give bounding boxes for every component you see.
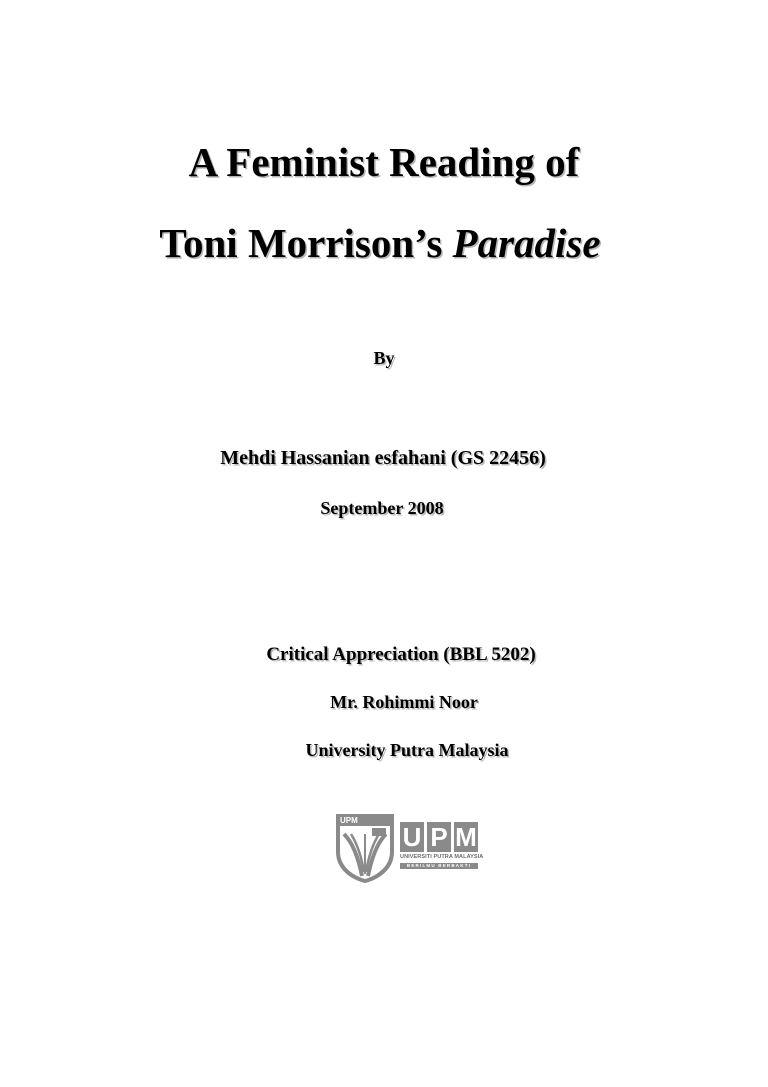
wordmark-letter-u: U — [400, 822, 424, 852]
author-name: Mehdi Hassanian esfahani (GS 22456) — [220, 447, 546, 469]
wordmark-motto: BERILMU BERBAKTI — [400, 863, 478, 869]
title-line-2 — [0, 219, 764, 267]
university-name: University Putra Malaysia — [305, 740, 509, 760]
shield-text: UPM — [340, 816, 358, 825]
upm-logo — [334, 812, 482, 884]
supervisor-name: Mr. Rohimmi Noor — [330, 692, 478, 712]
wordmark-letter-p: P — [427, 822, 451, 852]
title-line-2-text: Toni Morrison’s — [159, 220, 453, 266]
upm-wordmark — [400, 822, 482, 882]
submission-date: September 2008 — [320, 498, 444, 518]
title-italic-work: Paradise — [452, 220, 601, 266]
wordmark-letter-m: M — [455, 822, 477, 852]
title-line-1: A Feminist Reading of — [188, 139, 580, 185]
course-name: Critical Appreciation (BBL 5202) — [266, 644, 536, 665]
by-label: By — [373, 348, 395, 368]
wordmark-subtitle: UNIVERSITI PUTRA MALAYSIA — [400, 854, 484, 860]
upm-shield-icon — [334, 812, 396, 884]
